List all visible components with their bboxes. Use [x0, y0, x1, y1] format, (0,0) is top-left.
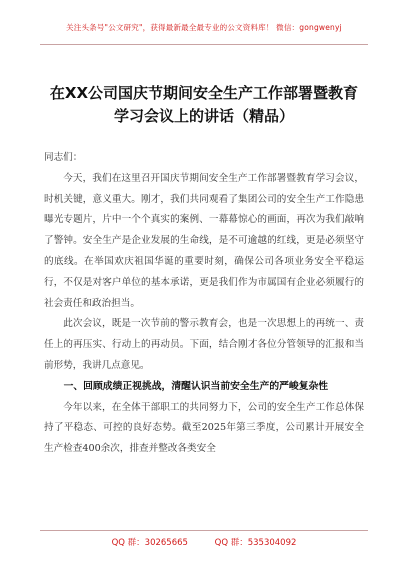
footer [0, 536, 408, 548]
footer-qq-group-1: QQ 群：30265665 [111, 538, 188, 548]
paragraph: 今天，我们在这里召开国庆节期间安全生产工作部署暨教育学习会议，时机关键，意义重大。刚才，我们共同观看了集团公司的安全生产工作隐患曝光专题片，片中一个个真实的案例、一幕幕惊心的画面，再次为我们敲响了警钟。安全生产是企业发展的生命线，是不可逾越的红线，更是必须坚守的底线。在举国欢庆祖国华诞的重要时刻，确保公司各项业务安全平稳运行，不仅是对客户单位的基本承诺，更是我们作为市属国有企业必须履行的社会责任和政治担当。 [44, 172, 364, 309]
promo-header: 关注头条号"公文研究"，获得最新最全最专业的公文资料库！ 微信：gongwenyj [66, 23, 342, 32]
document-body [44, 148, 364, 460]
paragraph: 此次会议，既是一次节前的警示教育会，也是一次思想上的再统一、责任上的再压实、行动上的再动员。下面，结合刚才各位分管领导的汇报和当前形势，我讲几点意见。 [44, 318, 364, 371]
footer-divider [40, 530, 368, 531]
footer-qq-group-2: QQ 群：535304092 [214, 538, 297, 548]
paragraph: 今年以来，在全体干部职工的共同努力下，公司的安全生产工作总体保持了平稳态、可控的良好态势。截至2025年第三季度，公司累计开展安全生产检查400余次，排查并整改各类安全 [44, 401, 364, 455]
header-divider [40, 44, 368, 45]
salutation: 同志们： [44, 152, 83, 163]
document-title: 在XX公司国庆节期间安全生产工作部署暨教育学习会议上的讲话（精品） [49, 84, 359, 125]
section-heading: 一、回顾成绩正视挑战，清醒认识当前安全生产的严峻复杂性 [63, 380, 329, 392]
